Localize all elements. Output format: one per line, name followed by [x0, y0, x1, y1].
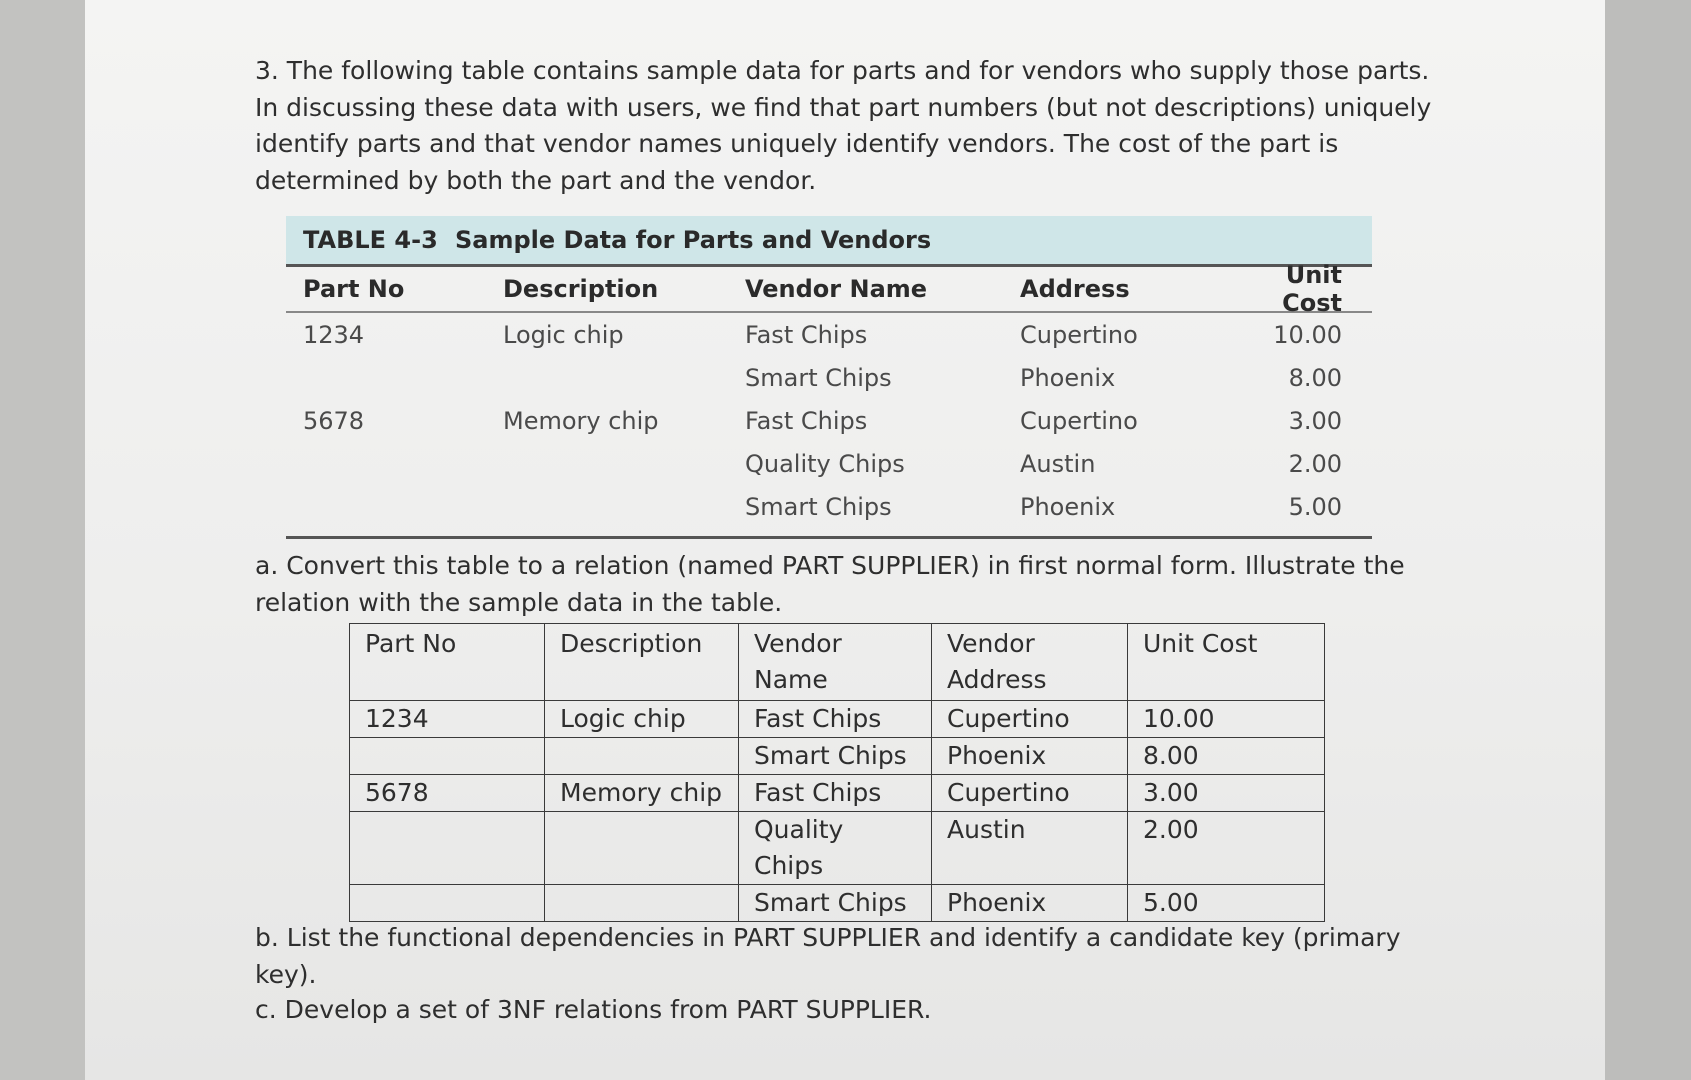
header-part-no: Part No: [350, 624, 545, 701]
cell-unit-cost: 10.00: [1273, 320, 1342, 349]
background-right: [1605, 0, 1691, 1080]
cell-address: Phoenix: [1020, 363, 1116, 392]
cell-vendor-address: Phoenix: [932, 738, 1128, 775]
cell-address: Phoenix: [1020, 492, 1116, 521]
cell-unit-cost: 5.00: [1128, 885, 1325, 922]
textbook-table: [286, 216, 1372, 539]
cell-address: Austin: [1020, 449, 1096, 478]
cell-description: [545, 738, 739, 775]
background-left: [0, 0, 85, 1080]
cell-unit-cost: 10.00: [1128, 701, 1325, 738]
table-row: [286, 399, 1372, 442]
answer-table: [349, 623, 1325, 922]
table-bottom-rule: [286, 528, 1372, 539]
cell-unit-cost: 2.00: [1288, 449, 1342, 478]
cell-description: Logic chip: [503, 320, 624, 349]
cell-unit-cost: 8.00: [1288, 363, 1342, 392]
cell-unit-cost: 5.00: [1288, 492, 1342, 521]
header-unit-cost: Unit Cost: [1128, 624, 1325, 701]
cell-vendor-name: Smart Chips: [745, 492, 892, 521]
cell-unit-cost: 8.00: [1128, 738, 1325, 775]
table-row: [350, 885, 1325, 922]
question-b: b. List the functional dependencies in PART SUPPLIER and identify a candidate key (primary key).: [255, 923, 1401, 989]
textbook-table-header: [286, 261, 1372, 317]
cell-vendor-name: Fast Chips: [745, 406, 868, 435]
cell-vendor-name: Smart Chips: [739, 738, 932, 775]
table-caption-title: Sample Data for Parts and Vendors: [455, 226, 932, 254]
cell-address: Cupertino: [1020, 406, 1138, 435]
cell-description: Logic chip: [545, 701, 739, 738]
cell-part-no: [350, 812, 545, 885]
cell-part-no: 5678: [350, 775, 545, 812]
table-row: [350, 812, 1325, 885]
header-vendor-name: Vendor Name: [745, 275, 928, 303]
cell-vendor-name: Smart Chips: [745, 363, 892, 392]
cell-vendor-name: Smart Chips: [739, 885, 932, 922]
cell-unit-cost: 3.00: [1128, 775, 1325, 812]
question-a: a. Convert this table to a relation (named PART SUPPLIER) in first normal form. Illustrate the relation with the sample data in the table.: [255, 551, 1405, 617]
table-row: [286, 356, 1372, 399]
cell-description: Memory chip: [545, 775, 739, 812]
header-description: Description: [545, 624, 739, 701]
header-part-no: Part No: [303, 275, 405, 303]
cell-vendor-address: Cupertino: [932, 701, 1128, 738]
cell-unit-cost: 2.00: [1128, 812, 1325, 885]
header-unit-cost: Unit Cost: [1282, 261, 1342, 317]
table-row: [286, 485, 1372, 528]
cell-vendor-name: Quality Chips: [745, 449, 905, 478]
cell-vendor-address: Phoenix: [932, 885, 1128, 922]
header-vendor-name: Vendor Name: [739, 624, 932, 701]
cell-vendor-name: Fast Chips: [739, 701, 932, 738]
cell-part-no: 5678: [303, 406, 365, 435]
cell-part-no: 1234: [350, 701, 545, 738]
question-3-intro: 3. The following table contains sample data for parts and for vendors who supply those parts. In discussing these data with users, we find that part numbers (but not descriptions) uniquely identify parts and that vendor names uniquely identify vendors. The cost of the part is determined by both the part and the vendor.: [255, 56, 1432, 195]
header-address: Address: [1020, 275, 1130, 303]
cell-description: [545, 885, 739, 922]
answer-table-header: [350, 624, 1325, 701]
table-row: [350, 701, 1325, 738]
cell-description: Memory chip: [503, 406, 659, 435]
table-row: [286, 442, 1372, 485]
cell-part-no: [350, 738, 545, 775]
cell-vendor-name: Fast Chips: [745, 320, 868, 349]
header-description: Description: [503, 275, 659, 303]
cell-vendor-name: Quality Chips: [739, 812, 932, 885]
cell-unit-cost: 3.00: [1288, 406, 1342, 435]
header-vendor-address: Vendor Address: [932, 624, 1128, 701]
table-row: [350, 738, 1325, 775]
question-c: c. Develop a set of 3NF relations from PART SUPPLIER.: [255, 995, 932, 1024]
cell-description: [545, 812, 739, 885]
cell-vendor-address: Austin: [932, 812, 1128, 885]
cell-vendor-address: Cupertino: [932, 775, 1128, 812]
table-caption: [286, 216, 1372, 267]
cell-address: Cupertino: [1020, 320, 1138, 349]
cell-part-no: 1234: [303, 320, 365, 349]
table-row: [286, 313, 1372, 356]
cell-vendor-name: Fast Chips: [739, 775, 932, 812]
cell-part-no: [350, 885, 545, 922]
table-row: [350, 775, 1325, 812]
table-caption-number: TABLE 4-3: [303, 226, 438, 254]
